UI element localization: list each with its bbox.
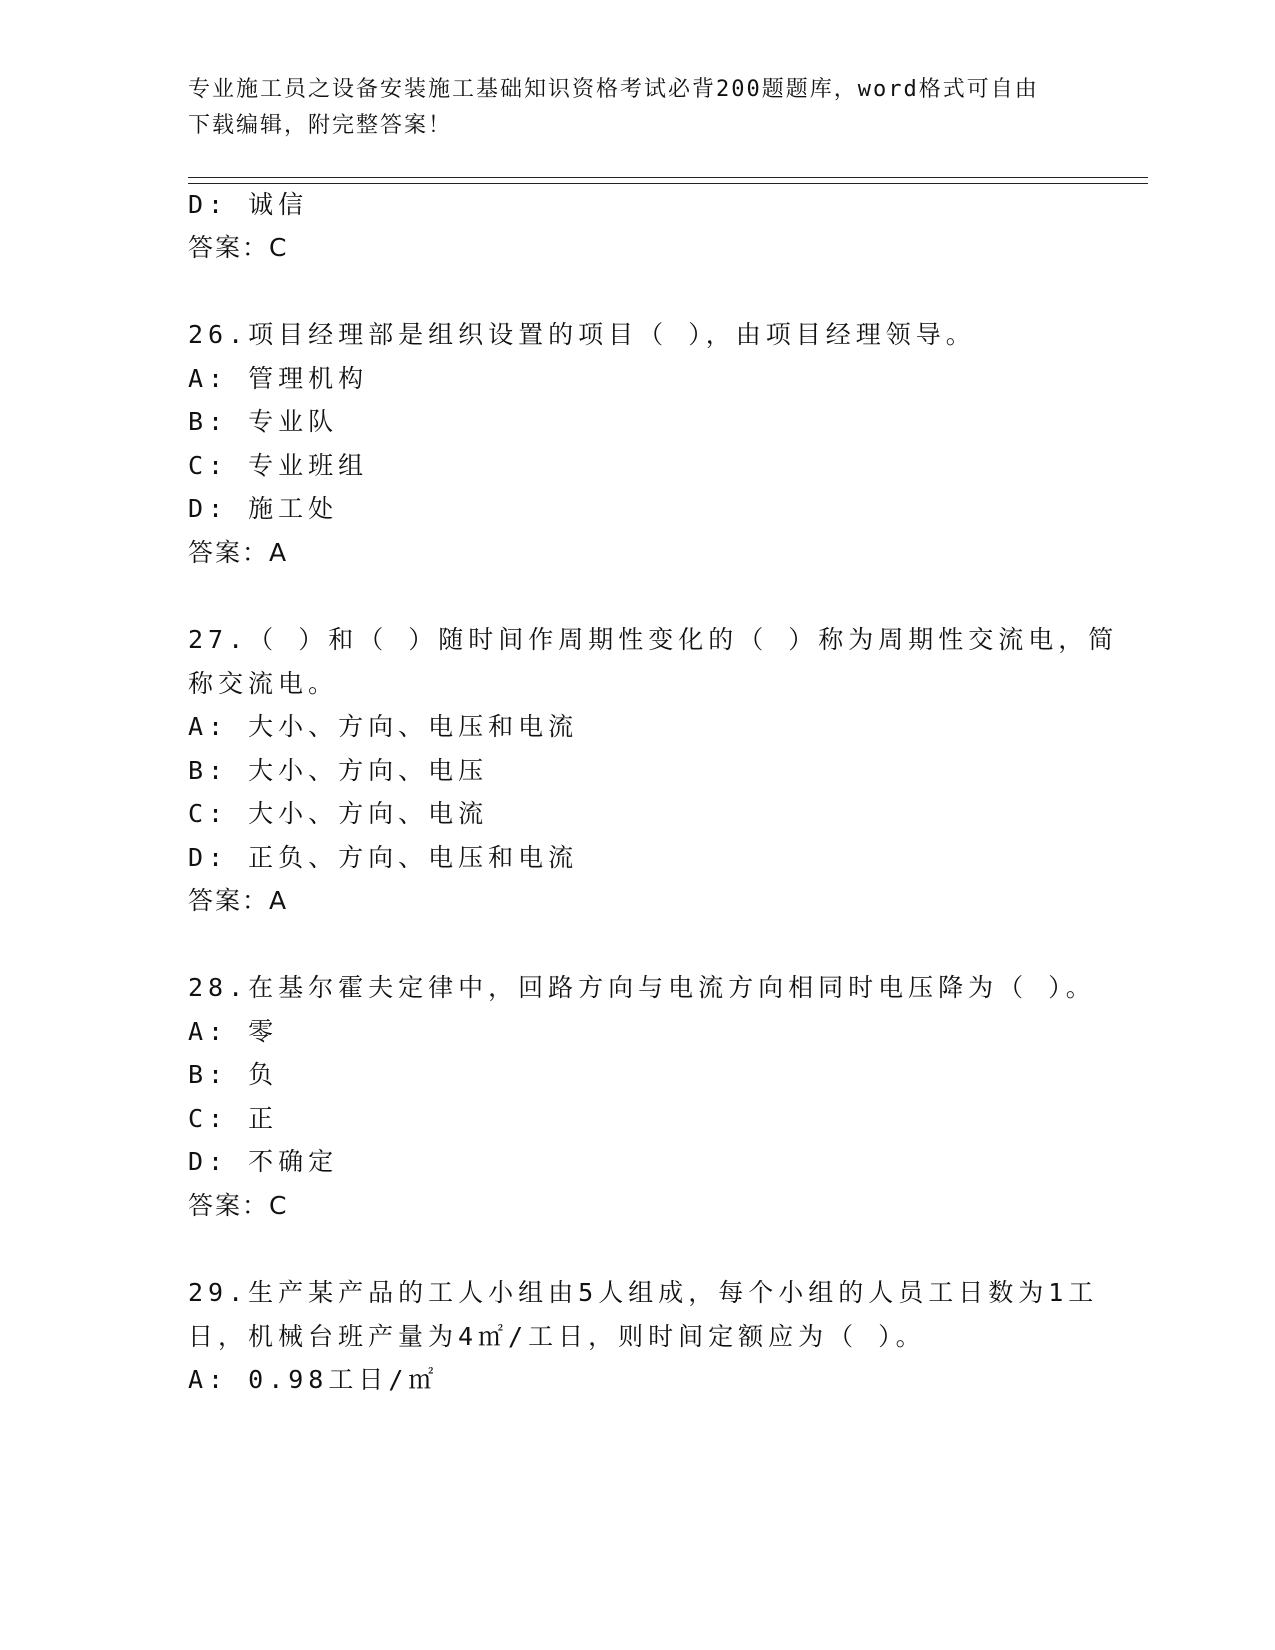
- option-a-q29: A: 0.98工日/㎡: [188, 1365, 439, 1394]
- option-a-q26: A: 管理机构: [188, 364, 369, 393]
- question-27-line-1: 27.（ ）和（ ）随时间作周期性变化的（ ）称为周期性交流电，简: [188, 625, 1119, 654]
- option-c-q28: C: 正: [188, 1104, 279, 1133]
- option-a-q28: A: 零: [188, 1017, 279, 1046]
- question-29-line-2: 日，机械台班产量为4㎡/工日，则时间定额应为（ ）。: [188, 1322, 926, 1351]
- option-d-q27: D: 正负、方向、电压和电流: [188, 843, 579, 872]
- option-c-q26: C: 专业班组: [188, 451, 369, 480]
- option-b-q27: B: 大小、方向、电压: [188, 756, 489, 785]
- option-a-q27: A: 大小、方向、电压和电流: [188, 712, 579, 741]
- header-divider-bottom: [188, 183, 1148, 184]
- option-d-q26: D: 施工处: [188, 494, 339, 523]
- answer-q28: 答案：C: [188, 1191, 289, 1220]
- question-29-line-1: 29.生产某产品的工人小组由5人组成，每个小组的人员工日数为1工: [188, 1278, 1099, 1307]
- question-26: 26.项目经理部是组织设置的项目（ ），由项目经理领导。: [188, 320, 976, 349]
- answer-q25: 答案：C: [188, 233, 289, 262]
- document-header: [188, 72, 1088, 144]
- option-c-q27: C: 大小、方向、电流: [188, 799, 489, 828]
- answer-q26: 答案：A: [188, 538, 289, 567]
- answer-q27: 答案：A: [188, 886, 289, 915]
- question-28: 28.在基尔霍夫定律中，回路方向与电流方向相同时电压降为（ ）。: [188, 973, 1096, 1002]
- header-title-line-2: 下载编辑，附完整答案！: [188, 113, 453, 138]
- option-b-q26: B: 专业队: [188, 407, 339, 436]
- option-b-q28: B: 负: [188, 1060, 279, 1089]
- header-divider-top: [188, 177, 1148, 178]
- question-27-line-2: 称交流电。: [188, 669, 339, 698]
- option-d-q28: D: 不确定: [188, 1147, 339, 1176]
- option-d-q25: D: 诚信: [188, 190, 309, 219]
- header-title-line-1: 专业施工员之设备安装施工基础知识资格考试必背200题题库，word格式可自由: [188, 77, 1039, 102]
